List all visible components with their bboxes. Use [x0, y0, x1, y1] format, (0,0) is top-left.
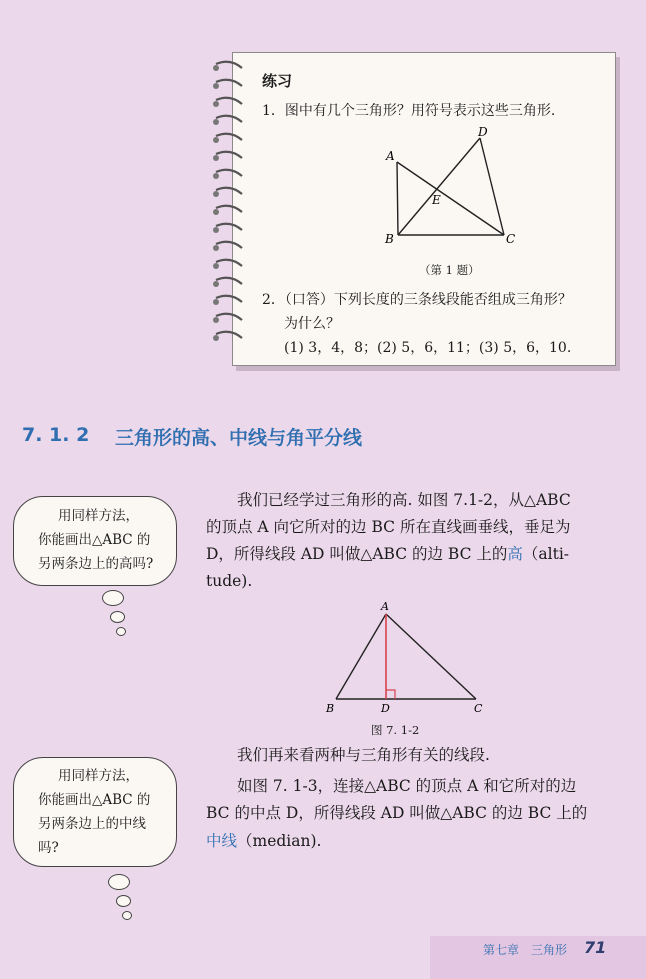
exercise-figure — [380, 122, 530, 252]
fig2-label-c: C — [474, 702, 483, 715]
right-angle-mark — [386, 690, 395, 699]
fig2-label-b: B — [326, 702, 335, 715]
paragraph1-line3: D，所得线段 AD 叫做△ABC 的边 BC 上的高（alti- — [206, 545, 570, 563]
bubble-tail-dot — [102, 590, 124, 606]
paragraph2-line2: 如图 7. 1-3，连接△ABC 的顶点 A 和它所对的边 — [237, 777, 577, 795]
exercise-question-2: 2．（口答）下列长度的三条线段能否组成三角形？ — [262, 292, 572, 308]
bubble2-line1: 用同样方法， — [58, 768, 139, 784]
paragraph2-line4: 中线（median). — [206, 832, 322, 850]
bubble-tail-dot — [108, 874, 130, 890]
exercise-question-1: 1．图中有几个三角形？用符号表示这些三角形. — [262, 103, 556, 119]
exercise-question-2-options: (1) 3，4，8；(2) 5，6，11；(3) 5，6，10. — [284, 340, 572, 356]
point-label-e: E — [432, 193, 441, 207]
point-label-d: D — [478, 125, 488, 139]
exercise-question-2-cont: 为什么？ — [284, 316, 340, 332]
figure-7-1-2-caption: 图 7. 1-2 — [371, 723, 420, 737]
bubble-tail-dot — [122, 911, 132, 920]
term-altitude: 高 — [507, 545, 523, 563]
bubble-tail-dot — [110, 611, 125, 623]
bubble1-line2: 你能画出△ABC 的 — [38, 532, 151, 548]
point-label-c: C — [506, 232, 516, 246]
exercise-title: 练习 — [262, 72, 293, 90]
figure-7-1-2 — [322, 600, 492, 718]
page-number: 71 — [584, 938, 607, 957]
footer-chapter: 第七章 三角形 — [483, 943, 568, 957]
bubble2-line3: 另两条边上的中线 — [38, 816, 146, 832]
paragraph2-line1: 我们再来看两种与三角形有关的线段. — [237, 746, 490, 764]
bubble1-line1: 用同样方法， — [58, 508, 139, 524]
term-median: 中线 — [206, 832, 238, 850]
bubble2-line2: 你能画出△ABC 的 — [38, 792, 151, 808]
fig2-label-a: A — [381, 600, 389, 613]
bubble2-line4: 吗? — [38, 840, 59, 856]
section-number: 7. 1. 2 — [22, 424, 90, 446]
point-label-b: B — [385, 232, 394, 246]
paragraph2-line3: BC 的中点 D，所得线段 AD 叫做△ABC 的边 BC 上的 — [206, 804, 588, 822]
exercise-figure-caption: （第 1 题） — [419, 263, 480, 277]
bubble-tail-dot — [116, 895, 131, 907]
fig2-label-d: D — [381, 702, 390, 715]
paragraph1-line4: tude). — [206, 572, 253, 590]
point-label-a: A — [386, 149, 395, 163]
section-title: 三角形的高、中线与角平分线 — [115, 427, 363, 449]
paragraph1-line2: 的顶点 A 向它所对的边 BC 所在直线画垂线，垂足为 — [206, 518, 571, 536]
paragraph1-line1: 我们已经学过三角形的高. 如图 7.1-2，从△ABC — [237, 491, 571, 509]
bubble1-line3: 另两条边上的高吗? — [38, 556, 154, 572]
bubble-tail-dot — [116, 627, 126, 636]
spiral-binding-icon — [208, 58, 248, 358]
